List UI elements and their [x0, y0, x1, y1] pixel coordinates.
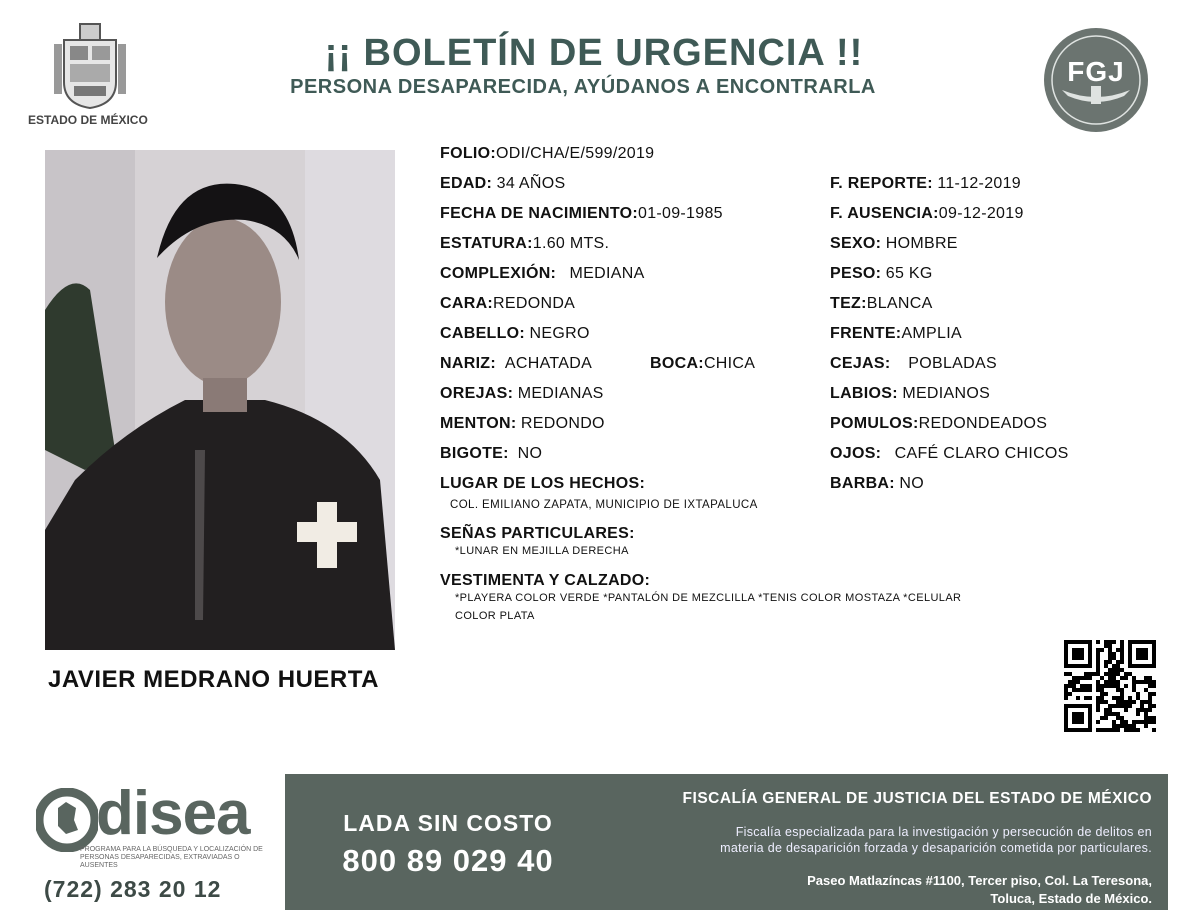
- field-cabello: [440, 325, 590, 343]
- toll-free-label: LADA SIN COSTO: [343, 810, 553, 836]
- field-label: F. REPORTE:: [830, 175, 933, 192]
- field-labios: [830, 385, 990, 403]
- field-value: AMPLIA: [901, 325, 962, 342]
- field-label: FOLIO:: [440, 145, 497, 162]
- field-value: 1.60 MTS.: [532, 235, 610, 252]
- vestimenta-line-2: COLOR PLATA: [455, 610, 535, 622]
- bulletin-title: ¡¡ BOLETÍN DE URGENCIA !!: [324, 32, 864, 74]
- field-value: 65 KG: [885, 265, 933, 282]
- field-tez: [830, 295, 933, 313]
- field-pomulos: [830, 415, 1047, 433]
- field-estatura: [440, 235, 609, 253]
- fiscalia-address-line-1: Paseo Matlazíncas #1100, Tercer piso, Col. La Teresona,: [807, 873, 1152, 888]
- field-orejas: [440, 385, 604, 403]
- odisea-tagline: PROGRAMA PARA LA BÚSQUEDA Y LOCALIZACIÓN DE PERSONAS DESAPARECIDAS, EXTRAVIADAS O AUSENTES: [80, 846, 263, 869]
- toll-free-phone[interactable]: 800 89 029 40: [342, 843, 554, 878]
- qr-code-pattern: [1064, 640, 1156, 732]
- field-cejas: [830, 355, 997, 373]
- senas-label: [440, 525, 635, 543]
- field-label: EDAD:: [440, 175, 493, 192]
- field-f-reporte: [830, 175, 1021, 193]
- vestimenta-label-text: VESTIMENTA Y CALZADO:: [440, 572, 651, 589]
- field-value: CHICA: [703, 355, 756, 372]
- field-value: REDONDEADOS: [918, 415, 1048, 432]
- field-complexion: [440, 265, 645, 283]
- field-peso: [830, 265, 933, 283]
- field-value: POBLADAS: [908, 355, 997, 372]
- field-ojos: [830, 445, 1069, 463]
- field-sexo: [830, 235, 958, 253]
- field-frente: [830, 325, 962, 343]
- field-value: REDONDA: [493, 295, 576, 312]
- senas-label-text: SEÑAS PARTICULARES:: [440, 525, 635, 542]
- field-cara: [440, 295, 575, 313]
- field-label: LABIOS:: [830, 385, 898, 402]
- lugar-value: COL. EMILIANO ZAPATA, MUNICIPIO DE IXTAPALUCA: [450, 499, 758, 511]
- field-label: BIGOTE:: [440, 445, 509, 462]
- odisea-phone[interactable]: (722) 283 20 12: [44, 876, 222, 902]
- field-label: CEJAS:: [830, 355, 891, 372]
- field-value: MEDIANOS: [902, 385, 991, 402]
- fiscalia-title: FISCALÍA GENERAL DE JUSTICIA DEL ESTADO DE MÉXICO: [682, 790, 1152, 807]
- field-label: PESO:: [830, 265, 882, 282]
- field-label: OJOS:: [830, 445, 882, 462]
- fgj-logo-text: FGJ: [1067, 56, 1125, 87]
- field-edad: [440, 175, 565, 193]
- field-value: NO: [899, 475, 924, 492]
- field-value: 34 AÑOS: [496, 175, 566, 192]
- field-label: CABELLO:: [440, 325, 526, 342]
- fiscalia-description-line-1: Fiscalía especializada para la investigación y persecución de delitos en: [735, 825, 1152, 839]
- field-value: REDONDO: [520, 415, 605, 432]
- field-label: ESTATURA:: [440, 235, 533, 252]
- vestimenta-label: [440, 572, 650, 590]
- field-label: BARBA:: [830, 475, 895, 492]
- field-value: NO: [517, 445, 543, 462]
- senas-value: *LUNAR EN MEJILLA DERECHA: [455, 545, 629, 557]
- field-label: TEZ:: [830, 295, 867, 312]
- field-value: BLANCA: [866, 295, 933, 312]
- field-fecha-nacimiento: [440, 205, 723, 223]
- bulletin-subtitle: PERSONA DESAPARECIDA, AYÚDANOS A ENCONTRARLA: [290, 76, 876, 98]
- fiscalia-address-line-2: Toluca, Estado de México.: [990, 891, 1152, 906]
- fiscalia-description-line-2: materia de desaparición forzada y desaparición cometida por particulares.: [720, 841, 1152, 855]
- odisea-wordmark: disea: [96, 779, 250, 848]
- field-value: ODI/CHA/E/599/2019: [496, 145, 655, 162]
- field-f-ausencia: [830, 205, 1024, 223]
- field-label: NARIZ:: [440, 355, 497, 372]
- field-value: 01-09-1985: [638, 205, 723, 222]
- field-boca: [650, 355, 755, 373]
- lugar-label-text: LUGAR DE LOS HECHOS:: [440, 475, 646, 492]
- field-menton: [440, 415, 605, 433]
- fgj-logo: [1042, 26, 1150, 134]
- field-value: HOMBRE: [885, 235, 958, 252]
- qr-code[interactable]: [1064, 640, 1156, 732]
- field-label: FECHA DE NACIMIENTO:: [440, 205, 638, 222]
- odisea-logo-mark: [36, 788, 98, 852]
- field-value: MEDIANAS: [517, 385, 604, 402]
- field-value: 11-12-2019: [937, 175, 1021, 192]
- field-barba: [830, 475, 924, 493]
- field-value: 09-12-2019: [938, 205, 1024, 222]
- field-value: CAFÉ CLARO CHICOS: [894, 445, 1069, 462]
- field-label: BOCA:: [650, 355, 704, 372]
- field-nariz: [440, 355, 592, 373]
- field-label: FRENTE:: [830, 325, 902, 342]
- lugar-label: [440, 475, 645, 493]
- field-label: COMPLEXIÓN:: [440, 265, 557, 282]
- field-label: OREJAS:: [440, 385, 514, 402]
- fiscalia-description: [560, 824, 1152, 856]
- field-label: SEXO:: [830, 235, 882, 252]
- fiscalia-address: [560, 872, 1152, 908]
- field-value: ACHATADA: [504, 355, 593, 372]
- field-value: MEDIANA: [569, 265, 645, 282]
- vestimenta-line-1: *PLAYERA COLOR VERDE *PANTALÓN DE MEZCLILLA *TENIS COLOR MOSTAZA *CELULAR: [455, 592, 962, 604]
- field-bigote: [440, 445, 542, 463]
- field-label: F. AUSENCIA:: [830, 205, 939, 222]
- missing-person-photo: [45, 150, 395, 650]
- field-label: MENTON:: [440, 415, 517, 432]
- field-label: CARA:: [440, 295, 494, 312]
- state-label: ESTADO DE MÉXICO: [28, 113, 148, 127]
- field-value: NEGRO: [529, 325, 590, 342]
- field-label: POMULOS:: [830, 415, 919, 432]
- person-name: JAVIER MEDRANO HUERTA: [48, 666, 379, 693]
- field-folio: [440, 145, 654, 163]
